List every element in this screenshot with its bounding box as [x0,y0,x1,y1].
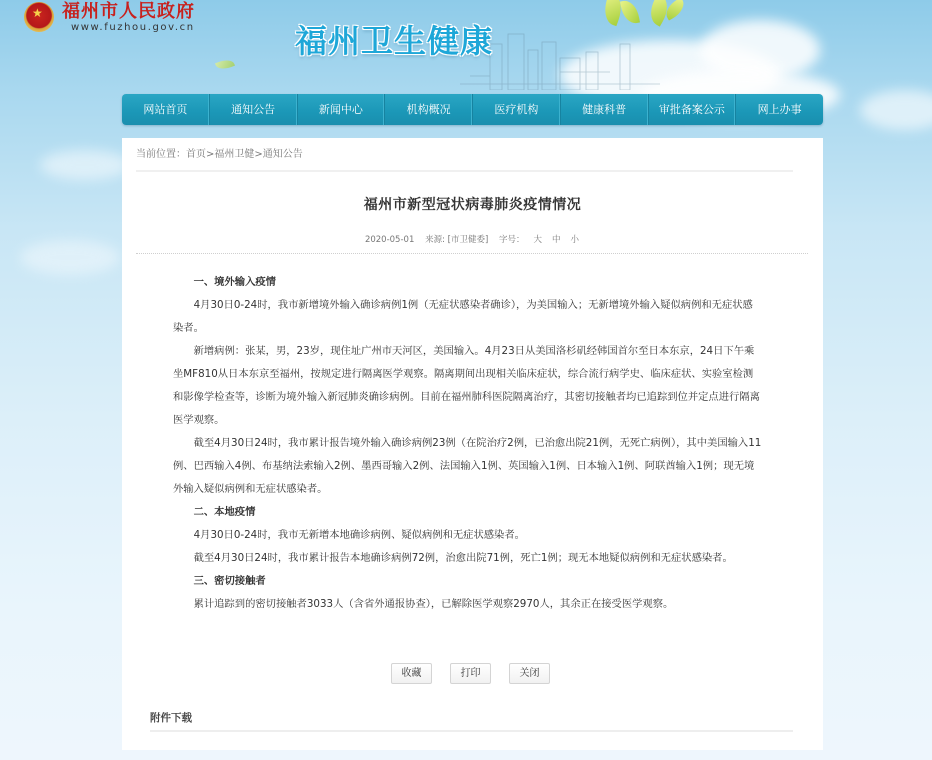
nav-item-approvals[interactable]: 审批备案公示 [649,94,737,125]
breadcrumb-home[interactable]: 首页 [186,149,206,160]
cloud-decoration [20,240,120,275]
site-title: 福州卫生健康 [295,22,494,60]
paragraph: 4月30日0-24时，我市无新增本地确诊病例、疑似病例和无症状感染者。 [193,529,525,541]
section-heading: 三、密切接触者 [193,575,266,587]
font-size-medium[interactable]: 中 [552,235,561,245]
font-size-small[interactable]: 小 [570,235,580,245]
nav-item-notices[interactable]: 通知公告 [210,94,298,125]
breadcrumb-separator: > [254,149,263,160]
gov-name: 福州市人民政府 [62,1,195,22]
article-body [173,271,763,616]
source [425,235,488,245]
section-heading: 一、境外输入疫情 [193,276,276,288]
breadcrumb-separator: > [206,149,215,160]
source-value: [市卫健委] [447,235,489,245]
cloud-decoration [860,90,932,130]
nav-item-online-services[interactable]: 网上办事 [757,103,802,116]
breadcrumb-fuzhou-health[interactable]: 福州卫健 [214,149,255,160]
publish-date: 2020-05-01 [364,235,415,245]
nav-item-home[interactable]: 网站首页 [122,94,210,125]
nav-item-health-science[interactable]: 健康科普 [561,94,649,125]
breadcrumb-prefix: 当前位置： [136,149,186,160]
main-nav [122,94,823,125]
paragraph: 4月30日0-24时，我市新增境外输入确诊病例1例（无症状感染者确诊），为美国输入；无新增境外输入疑似病例和无症状感染者。 [173,299,753,334]
close-button[interactable]: 关闭 [509,663,550,684]
nav-item-about[interactable]: 机构概况 [385,94,473,125]
nav-item-news[interactable]: 新闻中心 [298,94,386,125]
source-label: 来源: [425,235,445,245]
paragraph: 截至4月30日24时，我市累计报告本地确诊病例72例，治愈出院71例，死亡1例；现无本地疑似病例和无症状感染者。 [193,552,733,564]
attachments-title: 附件下载 [150,710,793,732]
article-meta [122,233,823,245]
print-button[interactable]: 打印 [450,663,491,684]
font-size-label: 字号： [498,235,525,245]
font-size-large[interactable]: 大 [533,235,543,245]
section-heading: 二、本地疫情 [193,506,256,518]
article-title: 福州市新型冠状病毒肺炎疫情情况 [363,197,582,213]
nav-item-medical-institutions[interactable]: 医疗机构 [473,94,561,125]
divider [136,253,808,254]
leaf-decoration [215,57,235,72]
paragraph: 截至4月30日24时，我市累计报告境外输入确诊病例23例（在院治疗2例，已治愈出院21例，无死亡病例），其中美国输入11例、巴西输入4例、布基纳法索输入2例、墨西哥输入2例、法国输入1例、英国输入1例、日本输入1例、阿联酋输入1例；现无境外输入疑似病例和无症状感染者。 [173,437,762,495]
gov-logo-link[interactable] [24,2,195,36]
paragraph: 累计追踪到的密切接触者3033人（含省外通报协查），已解除医学观察2970人，其余正在接受医学观察。 [193,598,674,610]
cloud-decoration [40,150,130,180]
favorite-button[interactable]: 收藏 [391,663,432,684]
breadcrumb [136,148,793,172]
gov-url: www.fuzhou.gov.cn [71,22,195,33]
breadcrumb-notices[interactable]: 通知公告 [262,149,303,160]
national-emblem-icon [24,2,54,32]
content-panel [122,138,823,750]
paragraph: 新增病例：张某，男，23岁，现住址广州市天河区，美国输入。4月23日从美国洛杉矶经韩国首尔至日本东京，24日下午乘坐MF810从日本东京至福州，按规定进行隔离医学观察。隔离期间出现相关临床症状，综合流行病学史、临床症状、实验室检测和影像学检查等，诊断为境外输入新冠肺炎确诊病例。目前在福州肺科医院隔离治疗，其密切接触者均已追踪到位并定点进行隔离医学观察。 [173,345,760,426]
article-actions [391,663,550,684]
